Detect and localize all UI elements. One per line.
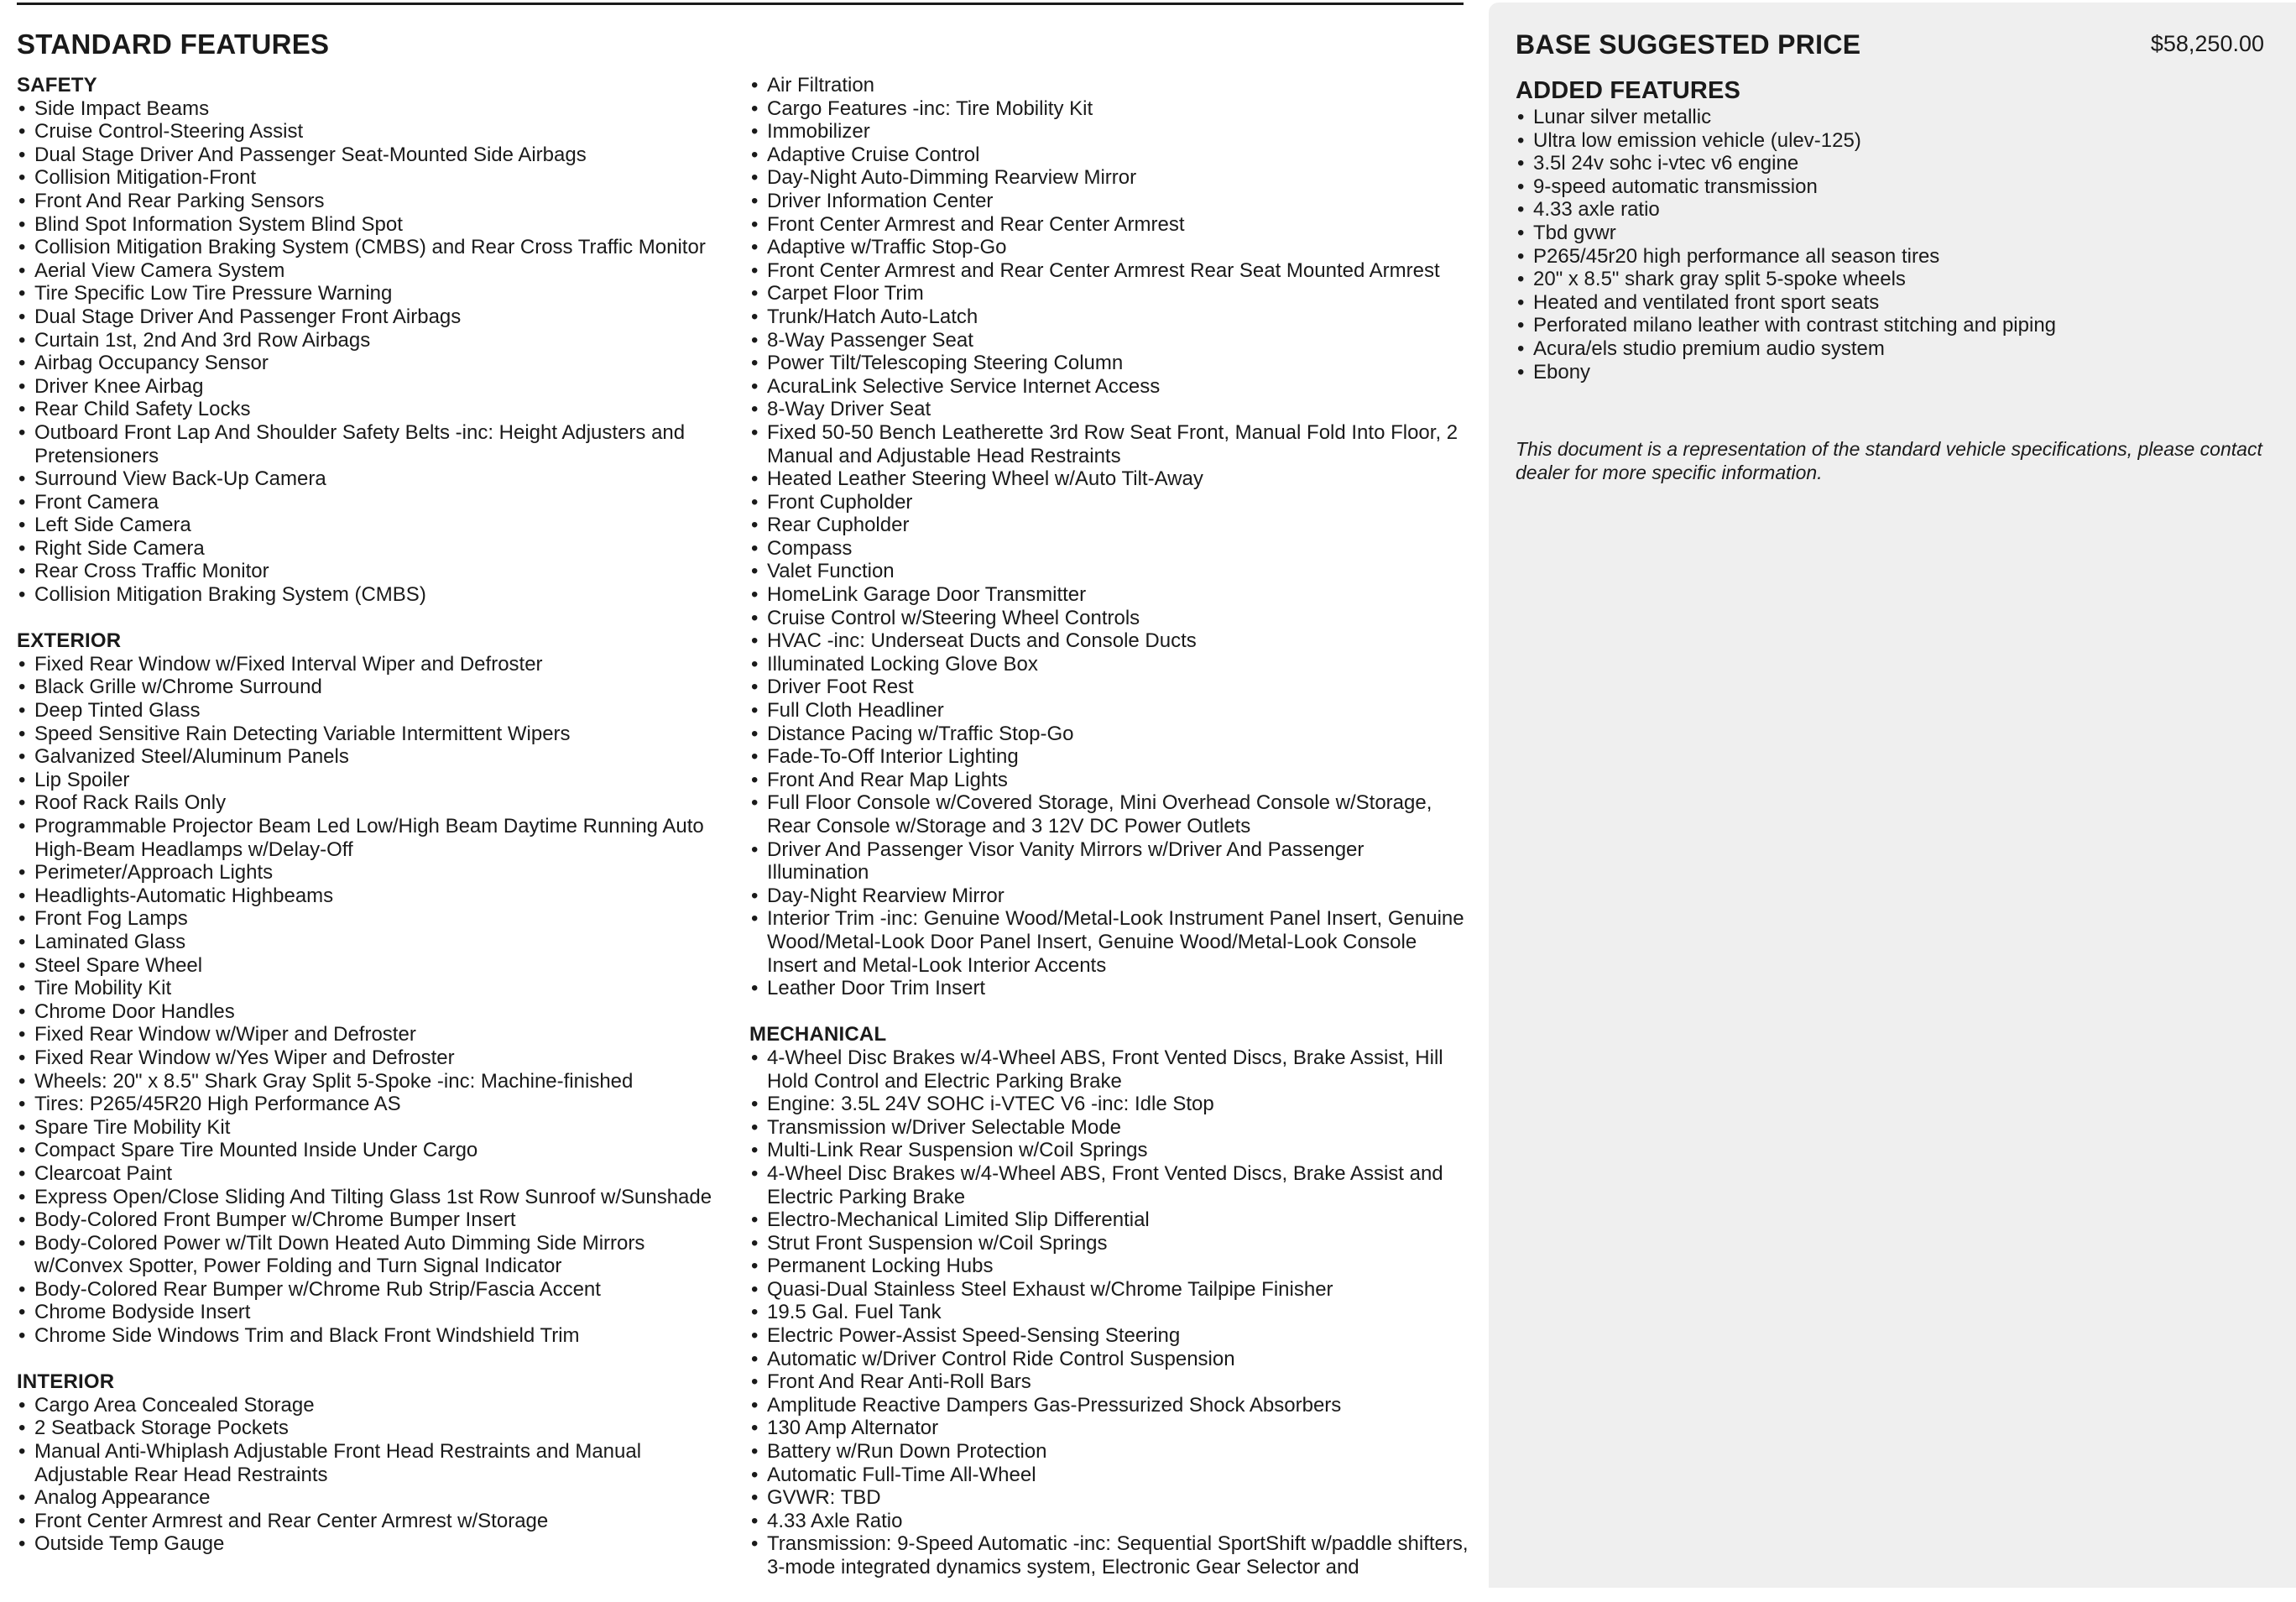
feature-item: • Full Floor Console w/Covered Storage, Mini Overhead Console w/Storage, Rear Console w/Storage and 3 12V DC Power Outlets (749, 791, 1471, 838)
page-title: STANDARD FEATURES (17, 29, 330, 60)
feature-item: • Rear Cupholder (749, 514, 1471, 537)
price-sidebar (1489, 3, 2296, 1588)
feature-item: • Collision Mitigation Braking System (CMBS) and Rear Cross Traffic Monitor (17, 236, 738, 259)
feature-item: • Express Open/Close Sliding And Tilting Glass 1st Row Sunroof w/Sunshade (17, 1186, 738, 1209)
feature-item: • Body-Colored Rear Bumper w/Chrome Rub Strip/Fascia Accent (17, 1278, 738, 1302)
feature-item: • Fixed Rear Window w/Yes Wiper and Defroster (17, 1046, 738, 1070)
feature-item: • Electric Power-Assist Speed-Sensing Steering (749, 1324, 1471, 1348)
feature-item: • Fixed 50-50 Bench Leatherette 3rd Row Seat Front, Manual Fold Into Floor, 2 Manual and Adjustable Head Restraints (749, 421, 1471, 467)
section-title: EXTERIOR (17, 629, 122, 653)
feature-item: • Full Cloth Headliner (749, 699, 1471, 723)
feature-item: • Tire Mobility Kit (17, 977, 738, 1000)
feature-list (17, 1394, 738, 1556)
feature-item: • Cruise Control-Steering Assist (17, 120, 738, 144)
feature-item: • HomeLink Garage Door Transmitter (749, 583, 1471, 607)
feature-item: • Cargo Features -inc: Tire Mobility Kit (749, 97, 1471, 121)
feature-item: • Compact Spare Tire Mounted Inside Under Cargo (17, 1139, 738, 1162)
feature-item: • 3.5l 24v sohc i-vtec v6 engine (1516, 152, 2271, 175)
feature-item: • 2 Seatback Storage Pockets (17, 1417, 738, 1440)
feature-item: • Collision Mitigation Braking System (CMBS) (17, 583, 738, 607)
section-title: INTERIOR (17, 1370, 115, 1394)
feature-item: • Rear Cross Traffic Monitor (17, 560, 738, 583)
feature-item: • Adaptive w/Traffic Stop-Go (749, 236, 1471, 259)
feature-item: • Dual Stage Driver And Passenger Seat-Mounted Side Airbags (17, 144, 738, 167)
feature-item: • Cargo Area Concealed Storage (17, 1394, 738, 1417)
added-features-title: ADDED FEATURES (1516, 77, 1741, 104)
feature-item: • Galvanized Steel/Aluminum Panels (17, 745, 738, 769)
feature-item: • Permanent Locking Hubs (749, 1255, 1471, 1278)
feature-item: • Day-Night Rearview Mirror (749, 884, 1471, 908)
feature-item: • 20" x 8.5" shark gray split 5-spoke wheels (1516, 268, 2271, 291)
feature-item: • Automatic Full-Time All-Wheel (749, 1464, 1471, 1487)
feature-item: • 130 Amp Alternator (749, 1417, 1471, 1440)
feature-item: • Interior Trim -inc: Genuine Wood/Metal-Look Instrument Panel Insert, Genuine Wood/Metal-Look Door Panel Insert, Genuine Wood/Metal-Look Console Insert and Metal-Look Interior Accents (749, 907, 1471, 977)
feature-item: • 4.33 axle ratio (1516, 198, 2271, 222)
feature-item: • Front Center Armrest and Rear Center Armrest w/Storage (17, 1510, 738, 1533)
features-column-right (749, 74, 1471, 1602)
feature-item: • Distance Pacing w/Traffic Stop-Go (749, 723, 1471, 746)
feature-item: • Programmable Projector Beam Led Low/High Beam Daytime Running Auto High-Beam Headlamps w/Delay-Off (17, 815, 738, 861)
feature-item: • Automatic w/Driver Control Ride Control Suspension (749, 1348, 1471, 1371)
feature-item: • 8-Way Driver Seat (749, 398, 1471, 421)
feature-item: • Curtain 1st, 2nd And 3rd Row Airbags (17, 329, 738, 352)
feature-item: • Compass (749, 537, 1471, 561)
feature-item: • Acura/els studio premium audio system (1516, 337, 2271, 361)
feature-item: • Black Grille w/Chrome Surround (17, 676, 738, 699)
feature-item: • Amplitude Reactive Dampers Gas-Pressurized Shock Absorbers (749, 1394, 1471, 1417)
section-title: MECHANICAL (749, 1023, 887, 1046)
feature-item: • Driver Information Center (749, 190, 1471, 213)
feature-item: • Fixed Rear Window w/Wiper and Defroster (17, 1023, 738, 1046)
feature-item: • Lip Spoiler (17, 769, 738, 792)
feature-item: • Blind Spot Information System Blind Spot (17, 213, 738, 237)
feature-item: • Tires: P265/45R20 High Performance AS (17, 1093, 738, 1116)
feature-item: • Collision Mitigation-Front (17, 166, 738, 190)
section-interior (17, 1370, 738, 1556)
feature-item: • Ebony (1516, 361, 2271, 384)
feature-item: • 19.5 Gal. Fuel Tank (749, 1301, 1471, 1324)
feature-item: • Driver Knee Airbag (17, 375, 738, 399)
section-safety (17, 74, 738, 607)
feature-item: • Body-Colored Front Bumper w/Chrome Bumper Insert (17, 1208, 738, 1232)
feature-list (17, 653, 738, 1348)
feature-item: • Leather Door Trim Insert (749, 977, 1471, 1000)
feature-item: • Front And Rear Anti-Roll Bars (749, 1370, 1471, 1394)
feature-item: • Body-Colored Power w/Tilt Down Heated Auto Dimming Side Mirrors w/Convex Spotter, Power Folding and Turn Signal Indicator (17, 1232, 738, 1278)
feature-item: • Headlights-Automatic Highbeams (17, 884, 738, 908)
feature-item: • Surround View Back-Up Camera (17, 467, 738, 491)
feature-item: • Transmission: 9-Speed Automatic -inc: Sequential SportShift w/paddle shifters, 3-mode integrated dynamics system, Electronic Gear Selector and (749, 1532, 1471, 1579)
section-title: SAFETY (17, 74, 97, 97)
feature-item: • Illuminated Locking Glove Box (749, 653, 1471, 676)
feature-list (749, 74, 1471, 1000)
feature-item: • Lunar silver metallic (1516, 106, 2271, 129)
feature-item: • Front Cupholder (749, 491, 1471, 514)
feature-item: • Fade-To-Off Interior Lighting (749, 745, 1471, 769)
feature-item: • 9-speed automatic transmission (1516, 175, 2271, 199)
feature-item: • Day-Night Auto-Dimming Rearview Mirror (749, 166, 1471, 190)
feature-item: • Steel Spare Wheel (17, 954, 738, 978)
feature-item: • Valet Function (749, 560, 1471, 583)
feature-item: • Engine: 3.5L 24V SOHC i-VTEC V6 -inc: Idle Stop (749, 1093, 1471, 1116)
feature-item: • Front And Rear Map Lights (749, 769, 1471, 792)
feature-item: • Roof Rack Rails Only (17, 791, 738, 815)
feature-item: • Right Side Camera (17, 537, 738, 561)
section-interior-continued (749, 74, 1471, 1000)
feature-item: • Analog Appearance (17, 1486, 738, 1510)
feature-item: • GVWR: TBD (749, 1486, 1471, 1510)
feature-list (749, 1046, 1471, 1579)
feature-item: • Front Camera (17, 491, 738, 514)
feature-item: • Tire Specific Low Tire Pressure Warning (17, 282, 738, 305)
feature-item: • Chrome Side Windows Trim and Black Front Windshield Trim (17, 1324, 738, 1348)
feature-item: • Ultra low emission vehicle (ulev-125) (1516, 129, 2271, 153)
feature-item: • Tbd gvwr (1516, 222, 2271, 245)
feature-item: • 4.33 Axle Ratio (749, 1510, 1471, 1533)
feature-list (17, 97, 738, 607)
feature-item: • Wheels: 20" x 8.5" Shark Gray Split 5-Spoke -inc: Machine-finished (17, 1070, 738, 1093)
feature-item: • Heated Leather Steering Wheel w/Auto Tilt-Away (749, 467, 1471, 491)
feature-item: • Aerial View Camera System (17, 259, 738, 283)
feature-item: • Left Side Camera (17, 514, 738, 537)
feature-item: • Front And Rear Parking Sensors (17, 190, 738, 213)
feature-item: • Laminated Glass (17, 931, 738, 954)
feature-item: • Battery w/Run Down Protection (749, 1440, 1471, 1464)
feature-item: • Front Fog Lamps (17, 907, 738, 931)
feature-item: • Side Impact Beams (17, 97, 738, 121)
added-features (1516, 76, 2271, 384)
feature-item: • Power Tilt/Telescoping Steering Column (749, 352, 1471, 375)
feature-item: • Front Center Armrest and Rear Center Armrest Rear Seat Mounted Armrest (749, 259, 1471, 283)
price-value: $58,250.00 (2150, 31, 2264, 56)
feature-item: • Perforated milano leather with contrast stitching and piping (1516, 314, 2271, 337)
feature-item: • Quasi-Dual Stainless Steel Exhaust w/Chrome Tailpipe Finisher (749, 1278, 1471, 1302)
feature-item: • Clearcoat Paint (17, 1162, 738, 1186)
feature-item: • Deep Tinted Glass (17, 699, 738, 723)
feature-item: • Perimeter/Approach Lights (17, 861, 738, 884)
feature-item: • Electro-Mechanical Limited Slip Differential (749, 1208, 1471, 1232)
feature-item: • Speed Sensitive Rain Detecting Variable Intermittent Wipers (17, 723, 738, 746)
disclaimer-text: This document is a representation of the standard vehicle specifications, please contact dealer for more specific information. (1516, 438, 2262, 483)
feature-item: • P265/45r20 high performance all season tires (1516, 245, 2271, 269)
price-label: BASE SUGGESTED PRICE (1516, 29, 1861, 60)
feature-item: • Manual Anti-Whiplash Adjustable Front Head Restraints and Manual Adjustable Rear Head Restraints (17, 1440, 738, 1486)
feature-item: • Heated and ventilated front sport seats (1516, 291, 2271, 315)
features-column-left (17, 74, 738, 1579)
feature-item: • Cruise Control w/Steering Wheel Controls (749, 607, 1471, 630)
feature-item: • Fixed Rear Window w/Fixed Interval Wiper and Defroster (17, 653, 738, 676)
feature-item: • Trunk/Hatch Auto-Latch (749, 305, 1471, 329)
feature-item: • Dual Stage Driver And Passenger Front Airbags (17, 305, 738, 329)
feature-item: • Front Center Armrest and Rear Center Armrest (749, 213, 1471, 237)
feature-item: • Adaptive Cruise Control (749, 144, 1471, 167)
feature-item: • Airbag Occupancy Sensor (17, 352, 738, 375)
feature-item: • Multi-Link Rear Suspension w/Coil Springs (749, 1139, 1471, 1162)
feature-item: • Driver Foot Rest (749, 676, 1471, 699)
feature-item: • Outside Temp Gauge (17, 1532, 738, 1556)
feature-item: • 4-Wheel Disc Brakes w/4-Wheel ABS, Front Vented Discs, Brake Assist and Electric Parking Brake (749, 1162, 1471, 1208)
feature-item: • Strut Front Suspension w/Coil Springs (749, 1232, 1471, 1255)
feature-item: • 4-Wheel Disc Brakes w/4-Wheel ABS, Front Vented Discs, Brake Assist, Hill Hold Control and Electric Parking Brake (749, 1046, 1471, 1093)
feature-item: • Rear Child Safety Locks (17, 398, 738, 421)
feature-item: • HVAC -inc: Underseat Ducts and Console Ducts (749, 629, 1471, 653)
feature-item: • AcuraLink Selective Service Internet Access (749, 375, 1471, 399)
section-exterior (17, 629, 738, 1347)
section-mechanical (749, 1023, 1471, 1579)
feature-item: • Outboard Front Lap And Shoulder Safety Belts -inc: Height Adjusters and Pretensioners (17, 421, 738, 467)
feature-item: • Air Filtration (749, 74, 1471, 97)
feature-item: • Immobilizer (749, 120, 1471, 144)
top-divider (17, 3, 1464, 5)
feature-item: • 8-Way Passenger Seat (749, 329, 1471, 352)
feature-item: • Transmission w/Driver Selectable Mode (749, 1116, 1471, 1140)
feature-item: • Spare Tire Mobility Kit (17, 1116, 738, 1140)
feature-item: • Chrome Door Handles (17, 1000, 738, 1024)
feature-item: • Carpet Floor Trim (749, 282, 1471, 305)
feature-item: • Chrome Bodyside Insert (17, 1301, 738, 1324)
feature-item: • Driver And Passenger Visor Vanity Mirrors w/Driver And Passenger Illumination (749, 838, 1471, 884)
added-features-list (1516, 106, 2271, 384)
